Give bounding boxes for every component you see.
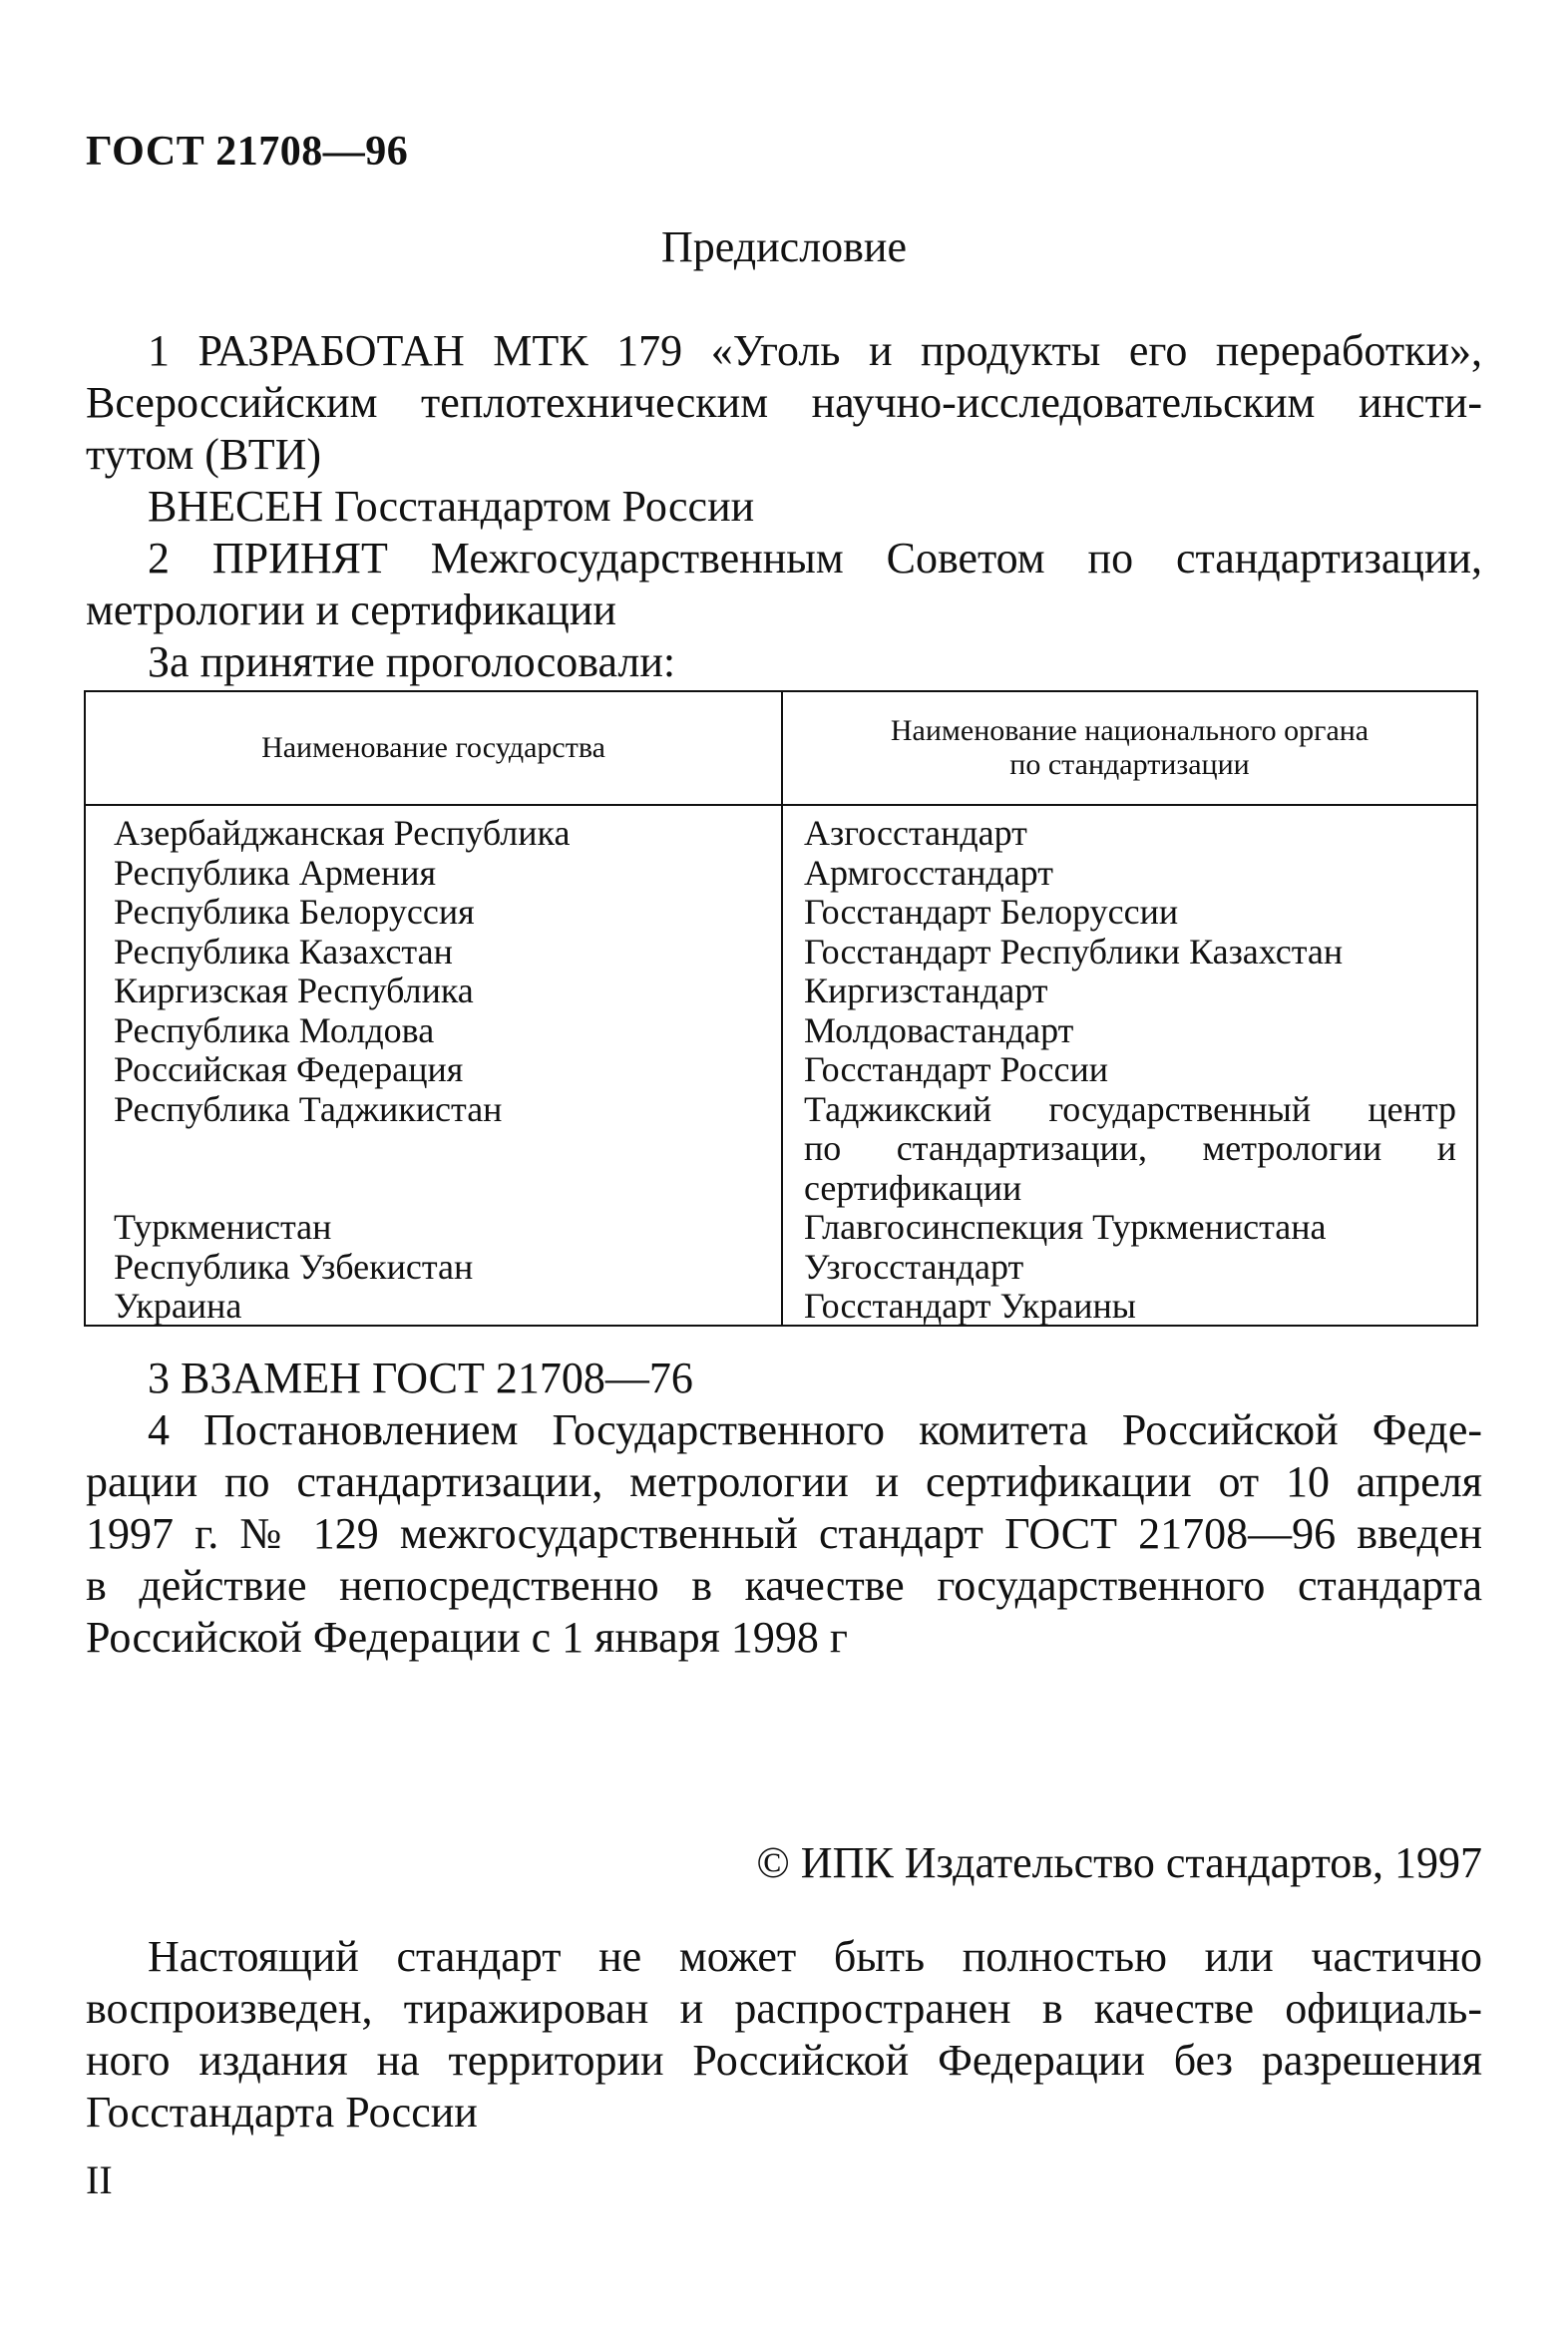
table-cell-state: Украина bbox=[114, 1286, 242, 1326]
paragraph-line: 1 РАЗРАБОТАН МТК 179 «Уголь и продукты его переработки», bbox=[148, 326, 1482, 375]
paragraph-line: 4 Постановлением Государственного комитета Российской Феде- bbox=[148, 1405, 1482, 1454]
table-column-bodies bbox=[804, 814, 1456, 1327]
table-cell-state: Республика Молдова bbox=[114, 1009, 435, 1050]
paragraph-line: Всероссийским теплотехническим научно-исследовательским инсти- bbox=[86, 378, 1482, 427]
paragraph-line: рации по стандартизации, метрологии и сертификации от 10 апреля bbox=[86, 1457, 1482, 1506]
table-column-states bbox=[114, 814, 762, 1327]
paragraph-line: в действие непосредственно в качестве государственного стандарта bbox=[86, 1561, 1482, 1610]
table-cell-body: сертификации bbox=[804, 1167, 1022, 1208]
table-cell-body: Азгосстандарт bbox=[804, 813, 1027, 853]
table-cell-state: Российская Федерация bbox=[114, 1049, 464, 1089]
table-header-body bbox=[783, 692, 1476, 804]
table-cell-body: Киргизстандарт bbox=[804, 971, 1048, 1010]
section-adopted bbox=[86, 533, 1482, 688]
table-header-divider bbox=[86, 804, 1476, 806]
section-developed bbox=[86, 325, 1482, 533]
table-cell-body: Главгосинспекция Туркменистана bbox=[804, 1207, 1327, 1247]
paragraph-line: метрологии и сертификации bbox=[86, 585, 616, 634]
header-label: Наименование государства bbox=[261, 731, 605, 764]
table-cell-body: Госстандарт Республики Казахстан bbox=[804, 931, 1344, 972]
voting-table bbox=[84, 690, 1478, 1327]
table-cell-body: Узгосстандарт bbox=[804, 1246, 1024, 1287]
copyright-notice: © ИПК Издательство стандартов, 1997 bbox=[756, 1838, 1482, 1887]
reproduction-notice bbox=[86, 1931, 1482, 2139]
table-cell-state: Республика Узбекистан bbox=[114, 1246, 474, 1287]
table-cell-body: Армгосстандарт bbox=[804, 852, 1053, 893]
table-cell-body: по стандартизации, метрологии и bbox=[804, 1128, 1456, 1168]
table-cell-state: Туркменистан bbox=[114, 1207, 332, 1247]
paragraph-line: Настоящий стандарт не может быть полностью или частично bbox=[148, 1932, 1482, 1981]
section-enacted bbox=[86, 1404, 1482, 1664]
table-header-state bbox=[86, 692, 781, 804]
voted-label: За принятие проголосовали: bbox=[148, 637, 676, 686]
header-label: по стандартизации bbox=[1009, 748, 1250, 781]
table-spacer bbox=[114, 1129, 762, 1208]
table-cell-state: Киргизская Республика bbox=[114, 971, 474, 1010]
header-label: Наименование национального органа bbox=[890, 714, 1370, 747]
paragraph-line: Госстандарта России bbox=[86, 2088, 478, 2137]
table-cell-body: Госстандарт России bbox=[804, 1049, 1108, 1089]
section-replaces bbox=[86, 1353, 1482, 1404]
paragraph-line: тутом (ВТИ) bbox=[86, 430, 322, 479]
table-cell-state: Республика Таджикистан bbox=[114, 1088, 503, 1129]
page-number: II bbox=[86, 2157, 113, 2202]
paragraph-line: 2 ПРИНЯТ Межгосударственным Советом по стандартизации, bbox=[148, 534, 1482, 583]
table-cell-state: Республика Армения bbox=[114, 852, 437, 893]
table-cell-body: Молдовастандарт bbox=[804, 1009, 1074, 1050]
paragraph-line: 1997 г. № 129 межгосударственный стандарт ГОСТ 21708—96 введен bbox=[86, 1509, 1482, 1558]
table-cell-body: Госстандарт Украины bbox=[804, 1286, 1136, 1326]
table-cell-body: Госстандарт Белоруссии bbox=[804, 892, 1179, 932]
submitted-by: ВНЕСЕН Госстандартом России bbox=[148, 482, 755, 531]
paragraph-line: воспроизведен, тиражирован и распространен в качестве официаль- bbox=[86, 1984, 1482, 2033]
paragraph-line: 3 ВЗАМЕН ГОСТ 21708—76 bbox=[148, 1354, 693, 1402]
table-cell-state: Республика Белоруссия bbox=[114, 892, 475, 932]
table-cell-state: Азербайджанская Республика bbox=[114, 813, 571, 853]
table-cell-body: Таджикский государственный центр bbox=[804, 1088, 1456, 1129]
document-code: ГОСТ 21708—96 bbox=[86, 129, 409, 175]
page-title: Предисловие bbox=[661, 222, 907, 271]
table-cell-state: Республика Казахстан bbox=[114, 931, 453, 972]
paragraph-line: ного издания на территории Российской Федерации без разрешения bbox=[86, 2036, 1482, 2085]
paragraph-line: Российской Федерации с 1 января 1998 г bbox=[86, 1613, 848, 1662]
